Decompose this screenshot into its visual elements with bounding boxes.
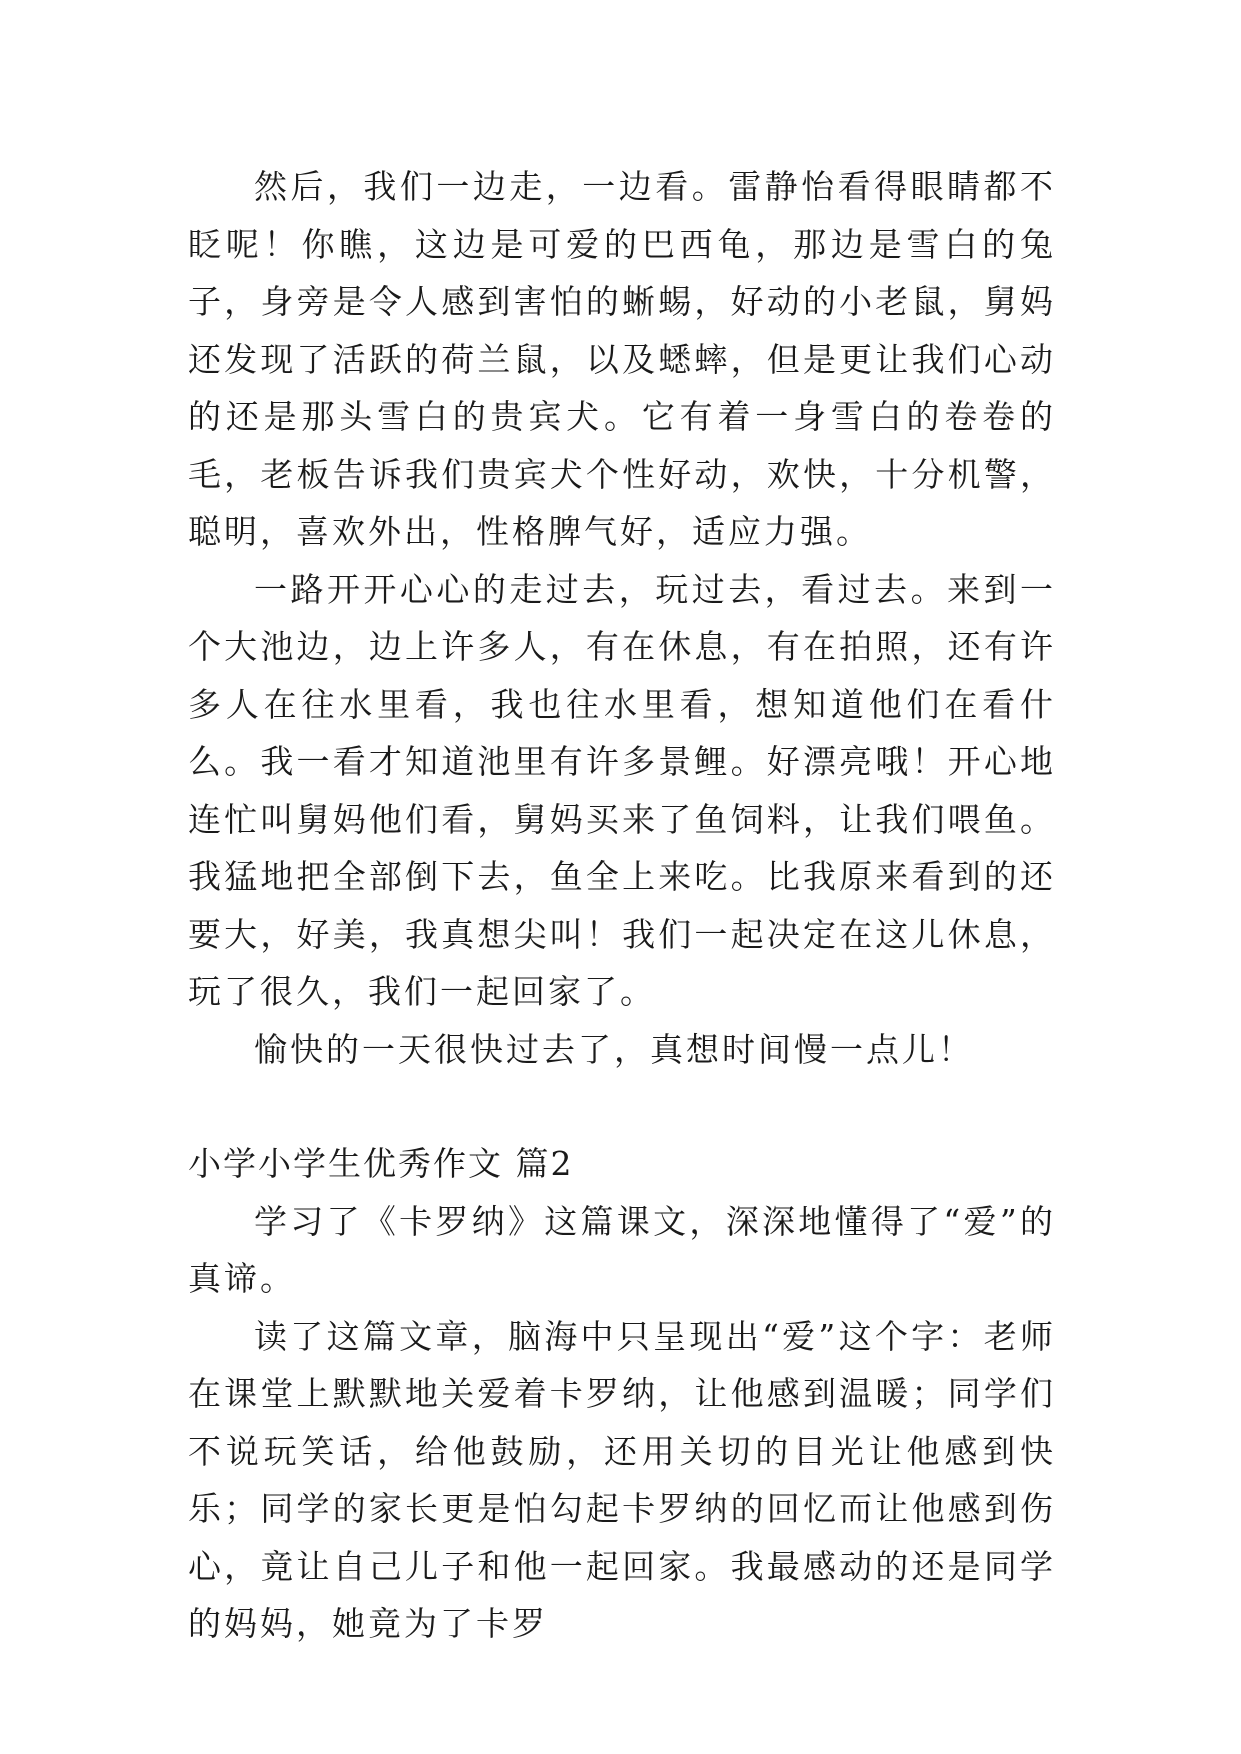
paragraph: 学习了《卡罗纳》这篇课文，深深地懂得了“爱”的真谛。 <box>188 1201 1056 1298</box>
paragraph: 愉快的一天很快过去了，真想时间慢一点儿！ <box>254 1029 974 1069</box>
paragraph: 一路开开心心的走过去，玩过去，看过去。来到一个大池边，边上许多人，有在休息，有在拍照，还有许多人在往水里看，我也往水里看，想知道他们在看什么。我一看才知道池里有许多景鲤。好漂亮哦！开心地连忙叫舅妈他们看，舅妈买来了鱼饲料，让我们喂鱼。我猛地把全部倒下去，鱼全上来吃。比我原来看到的还要大，好美，我真想尖叫！我们一起决定在这儿休息，玩了很久，我们一起回家了。 <box>188 569 1056 1011</box>
paragraph: 然后，我们一边走，一边看。雷静怡看得眼睛都不眨呢！你瞧，这边是可爱的巴西龟，那边是雪白的兔子，身旁是令人感到害怕的蜥蜴，好动的小老鼠，舅妈还发现了活跃的荷兰鼠，以及蟋蟀，但是更让我们心动的还是那头雪白的贵宾犬。它有着一身雪白的卷卷的毛，老板告诉我们贵宾犬个性好动，欢快，十分机警，聪明，喜欢外出，性格脾气好，适应力强。 <box>188 167 1056 551</box>
paragraph: 读了这篇文章，脑海中只呈现出“爱”这个字：老师在课堂上默默地关爱着卡罗纳，让他感到温暖；同学们不说玩笑话，给他鼓励，还用关切的目光让他感到快乐；同学的家长更是怕勾起卡罗纳的回忆而让他感到伤心，竟让自己儿子和他一起回家。我最感动的还是同学的妈妈，她竟为了卡罗 <box>188 1316 1056 1643</box>
document-body <box>188 158 1056 1653</box>
section-heading: 小学小学生优秀作文 篇2 <box>188 1144 574 1183</box>
